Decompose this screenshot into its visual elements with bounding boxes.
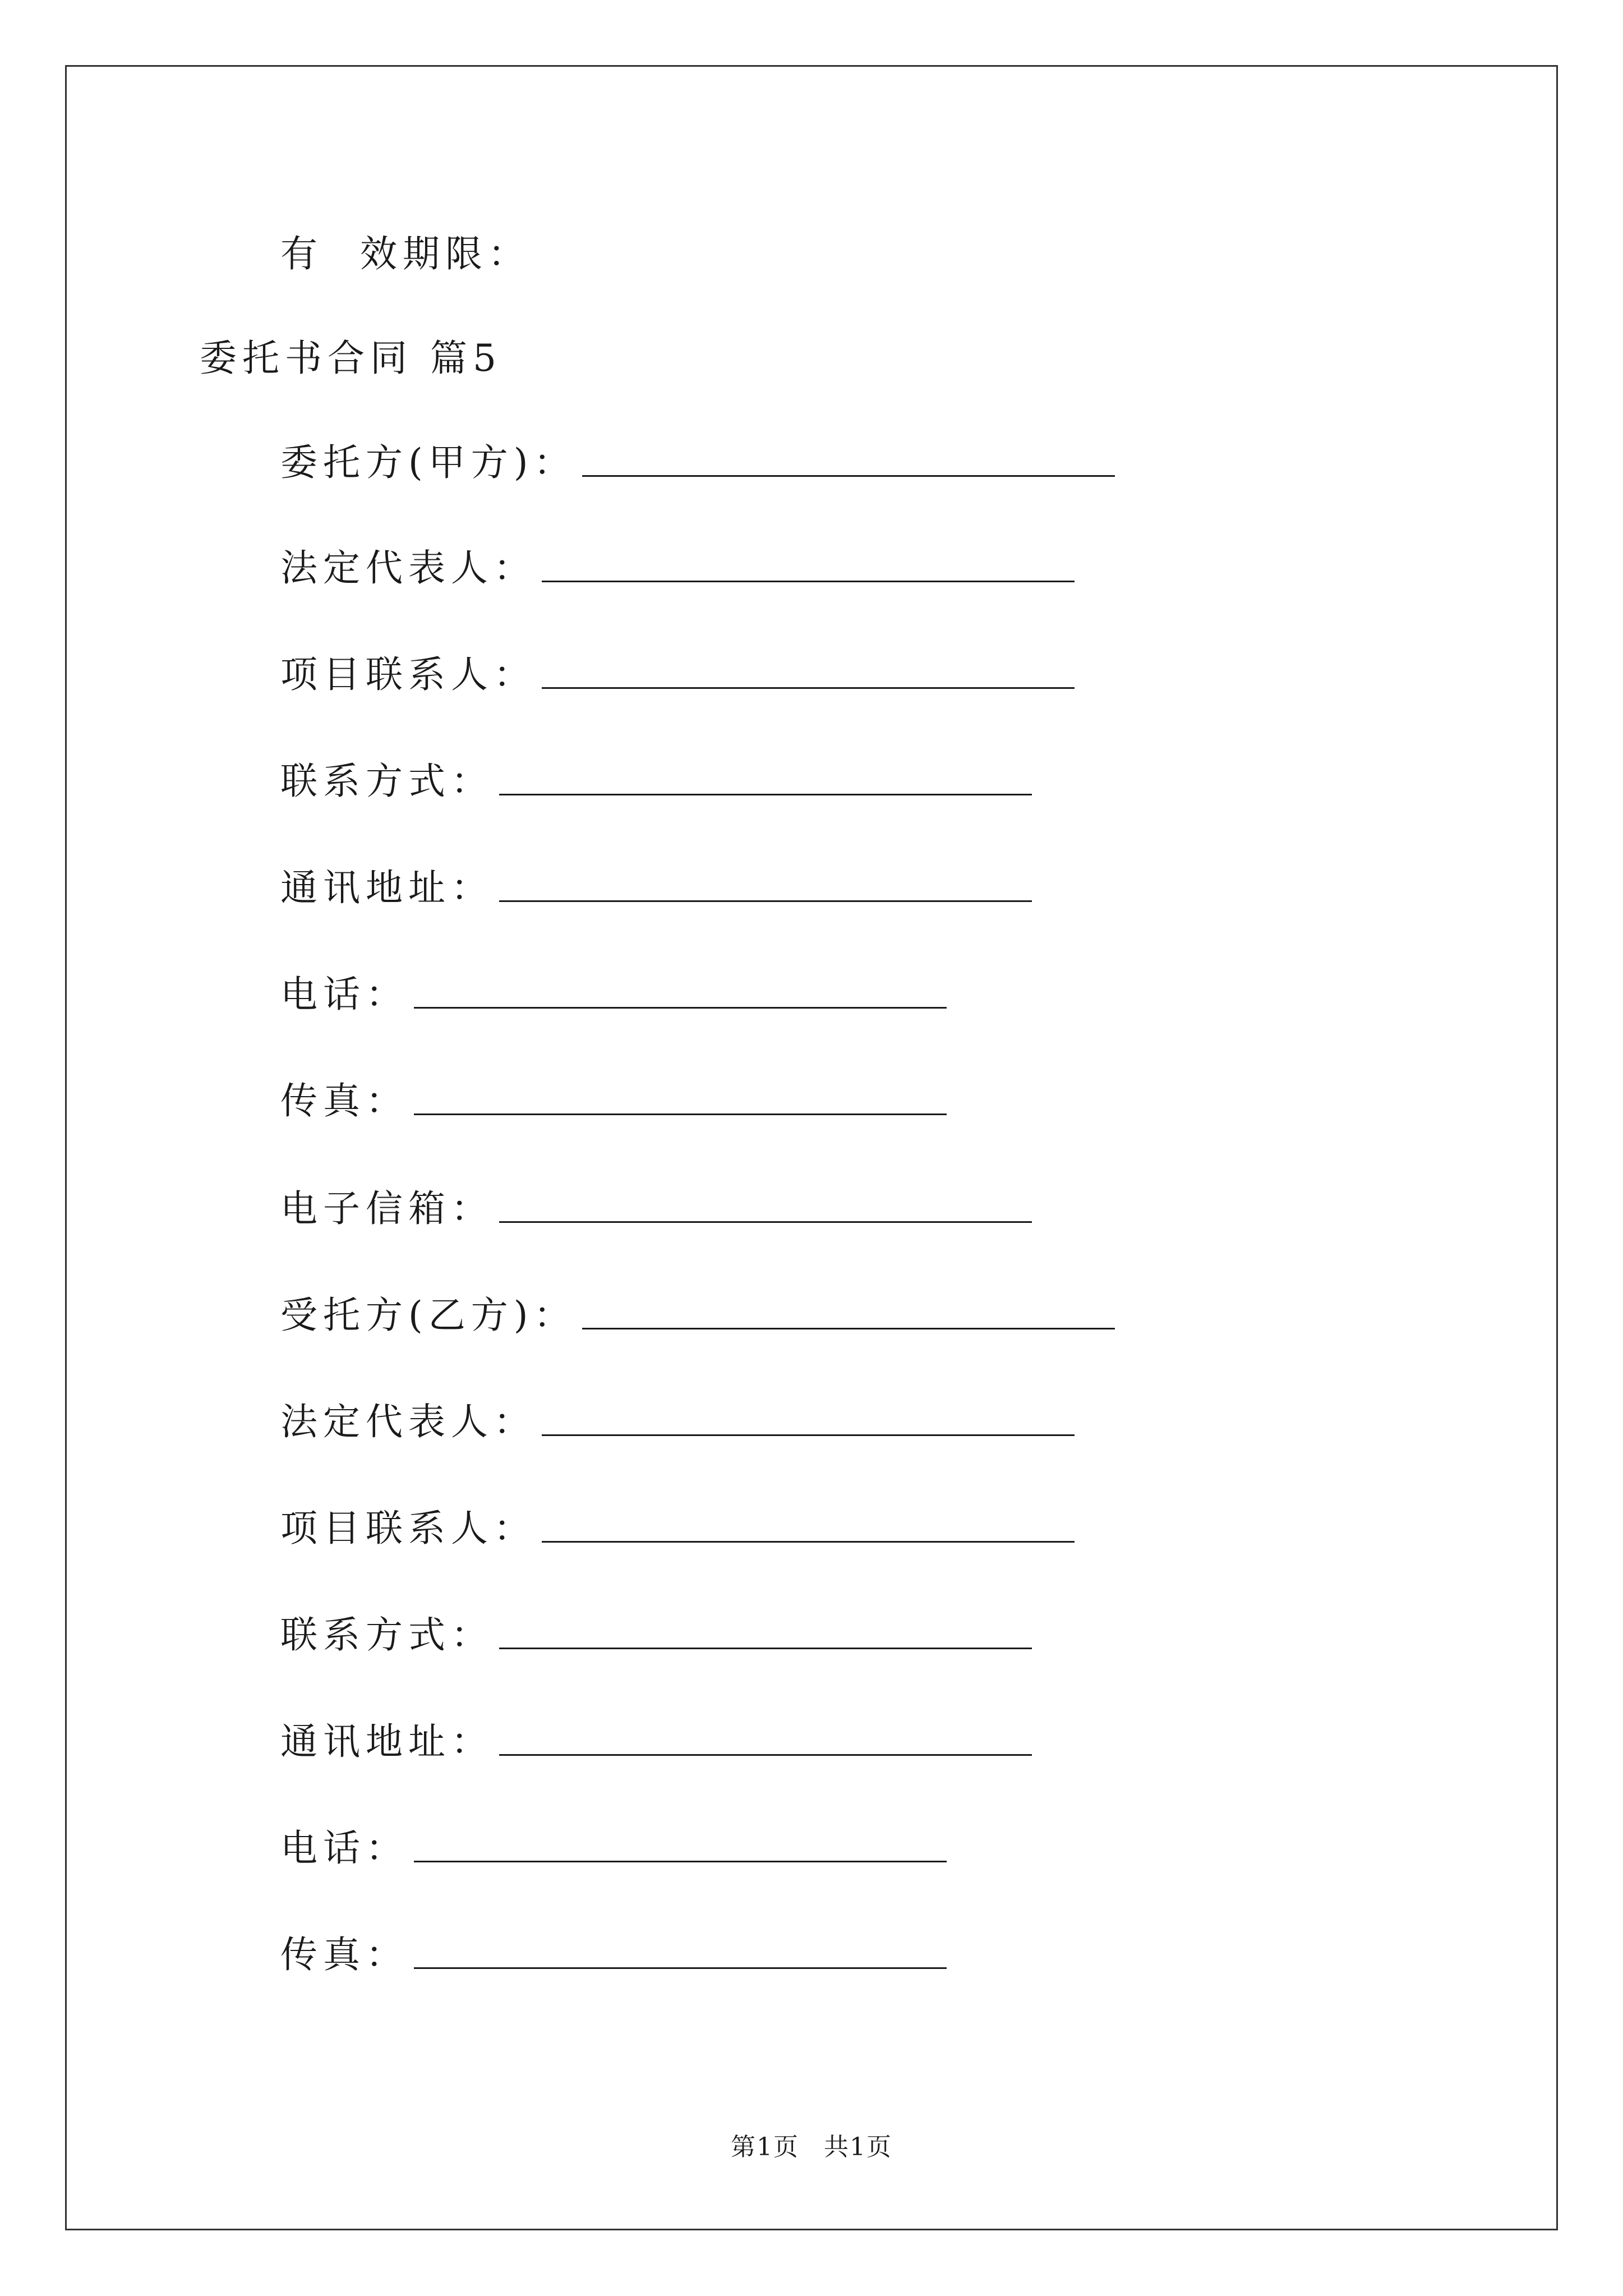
page-footer (0, 2135, 1623, 2160)
field-label: 项目联系人： (280, 653, 536, 696)
fill-in-blank[interactable] (499, 794, 1032, 795)
field-label: 受托方(乙方)： (280, 1294, 577, 1337)
fill-in-blank[interactable] (499, 1221, 1032, 1223)
field-fax-b (280, 1933, 947, 1976)
fill-in-blank[interactable] (414, 1861, 947, 1862)
page-border (65, 65, 1558, 2230)
field-contact-method-b (280, 1613, 1032, 1657)
field-label: 项目联系人： (280, 1507, 536, 1550)
fill-in-blank[interactable] (542, 687, 1075, 689)
field-entrusted-party (280, 1294, 1115, 1337)
fill-in-blank[interactable] (414, 1114, 947, 1115)
page-number-current: 第1页 (731, 2133, 799, 2161)
field-label: 通讯地址： (280, 866, 494, 909)
field-fax-a (280, 1079, 947, 1122)
field-label: 委托方(甲方)： (280, 441, 577, 484)
validity-period-line (280, 232, 531, 275)
field-label: 传真： (280, 1079, 408, 1122)
fill-in-blank[interactable] (414, 1007, 947, 1009)
fill-in-blank[interactable] (499, 900, 1032, 902)
field-project-contact-a (280, 653, 1075, 696)
field-legal-representative-a (280, 546, 1075, 590)
field-phone-a (280, 973, 947, 1016)
field-label: 电话： (280, 973, 408, 1016)
field-mailing-address-a (280, 866, 1032, 909)
section-heading: 委托书合同 篇5 (200, 337, 502, 380)
fill-in-blank[interactable] (499, 1754, 1032, 1756)
fill-in-blank[interactable] (582, 1328, 1115, 1329)
field-project-contact-b (280, 1507, 1075, 1550)
field-legal-representative-b (280, 1400, 1075, 1443)
field-label: 联系方式： (280, 760, 494, 803)
field-email-a (280, 1187, 1032, 1230)
fill-in-blank[interactable] (542, 581, 1075, 582)
field-label: 电子信箱： (280, 1187, 494, 1230)
field-contact-method-a (280, 760, 1032, 803)
field-phone-b (280, 1826, 947, 1870)
field-label: 法定代表人： (280, 1400, 536, 1443)
fill-in-blank[interactable] (414, 1967, 947, 1969)
page-number-total: 共1页 (824, 2133, 892, 2161)
field-label: 联系方式： (280, 1613, 494, 1657)
fill-in-blank[interactable] (499, 1648, 1032, 1649)
validity-label-part1: 有 (280, 232, 323, 275)
fill-in-blank[interactable] (582, 475, 1115, 477)
fill-in-blank[interactable] (542, 1434, 1075, 1436)
field-mailing-address-b (280, 1720, 1032, 1763)
field-label: 通讯地址： (280, 1720, 494, 1763)
validity-label-part2: 效期限： (360, 232, 531, 275)
field-label: 法定代表人： (280, 546, 536, 590)
fill-in-blank[interactable] (542, 1541, 1075, 1543)
field-label: 传真： (280, 1933, 408, 1976)
field-entrusting-party (280, 441, 1115, 484)
field-label: 电话： (280, 1826, 408, 1870)
